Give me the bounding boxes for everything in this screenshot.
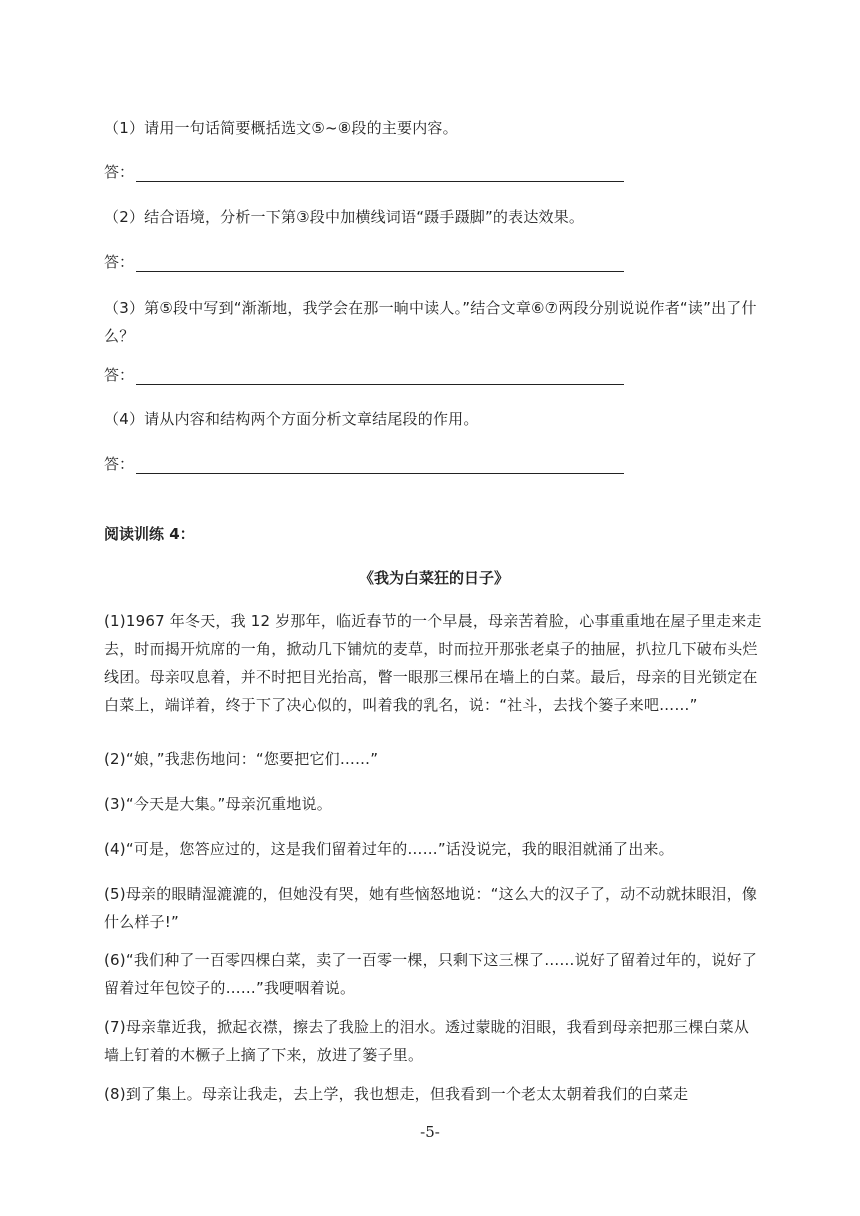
question-4: （4）请从内容和结构两个方面分析文章结尾段的作用。 — [104, 410, 479, 428]
answer-line-2[interactable] — [104, 248, 624, 276]
answer-line-1[interactable] — [104, 158, 624, 186]
paragraph-4: (4)“可是，您答应过的，这是我们留着过年的……”话没说完，我的眼泪就涌了出来。 — [104, 840, 674, 858]
answer-blank — [136, 271, 624, 272]
answer-blank — [136, 473, 624, 474]
section-heading: 阅读训练 4： — [104, 525, 195, 543]
answer-blank — [136, 384, 624, 385]
question-1: （1）请用一句话简要概括选文⑤~⑧段的主要内容。 — [104, 119, 458, 137]
answer-line-4[interactable] — [104, 450, 624, 478]
paragraph-2: (2)“娘，”我悲伤地问：“您要把它们……” — [104, 750, 379, 768]
article-title: 《我为白菜狂的日子》 — [358, 569, 509, 587]
answer-line-3[interactable] — [104, 361, 624, 389]
paragraph-1: (1)1967 年冬天，我 12 岁那年，临近春节的一个早晨，母亲苦着脸，心事重重地在屋子里走来走去，时而揭开炕席的一角，掀动几下铺炕的麦草，时而拉开那张老桌子的抽屉，扒拉几下破布头烂线团。母亲叹息着，并不时把目光抬高，瞥一眼那三棵吊在墙上的白菜。最后，母亲的目光锁定在白菜上，端详着，终于下了决心似的，叫着我的乳名，说：“社斗，去找个篓子来吧……” — [104, 612, 762, 714]
paragraph-7: (7)母亲靠近我，掀起衣襟，擦去了我脸上的泪水。透过蒙眬的泪眼，我看到母亲把那三棵白菜从墙上钉着的木橛子上摘了下来，放进了篓子里。 — [104, 1018, 750, 1064]
answer-label: 答： — [104, 455, 135, 473]
paragraph-3: (3)“今天是大集。”母亲沉重地说。 — [104, 795, 332, 813]
answer-blank — [136, 181, 624, 182]
page-number: -5- — [420, 1123, 440, 1141]
question-3: （3）第⑤段中写到“渐渐地，我学会在那一晌中读人。”结合文章⑥⑦两段分别说说作者“读”出了什么？ — [104, 299, 757, 345]
answer-label: 答： — [104, 366, 135, 384]
paragraph-8: (8)到了集上。母亲让我走，去上学，我也想走，但我看到一个老太太朝着我们的白菜走 — [104, 1085, 689, 1103]
paragraph-6: (6)“我们种了一百零四棵白菜，卖了一百零一棵，只剩下这三棵了……说好了留着过年的，说好了留着过年包饺子的……”我哽咽着说。 — [104, 951, 758, 997]
answer-label: 答： — [104, 253, 135, 271]
paragraph-5: (5)母亲的眼睛湿漉漉的，但她没有哭，她有些恼怒地说：“这么大的汉子了，动不动就抹眼泪，像什么样子!” — [104, 885, 758, 931]
question-2: （2）结合语境，分析一下第③段中加横线词语“蹑手蹑脚”的表达效果。 — [104, 208, 585, 226]
answer-label: 答： — [104, 163, 135, 181]
